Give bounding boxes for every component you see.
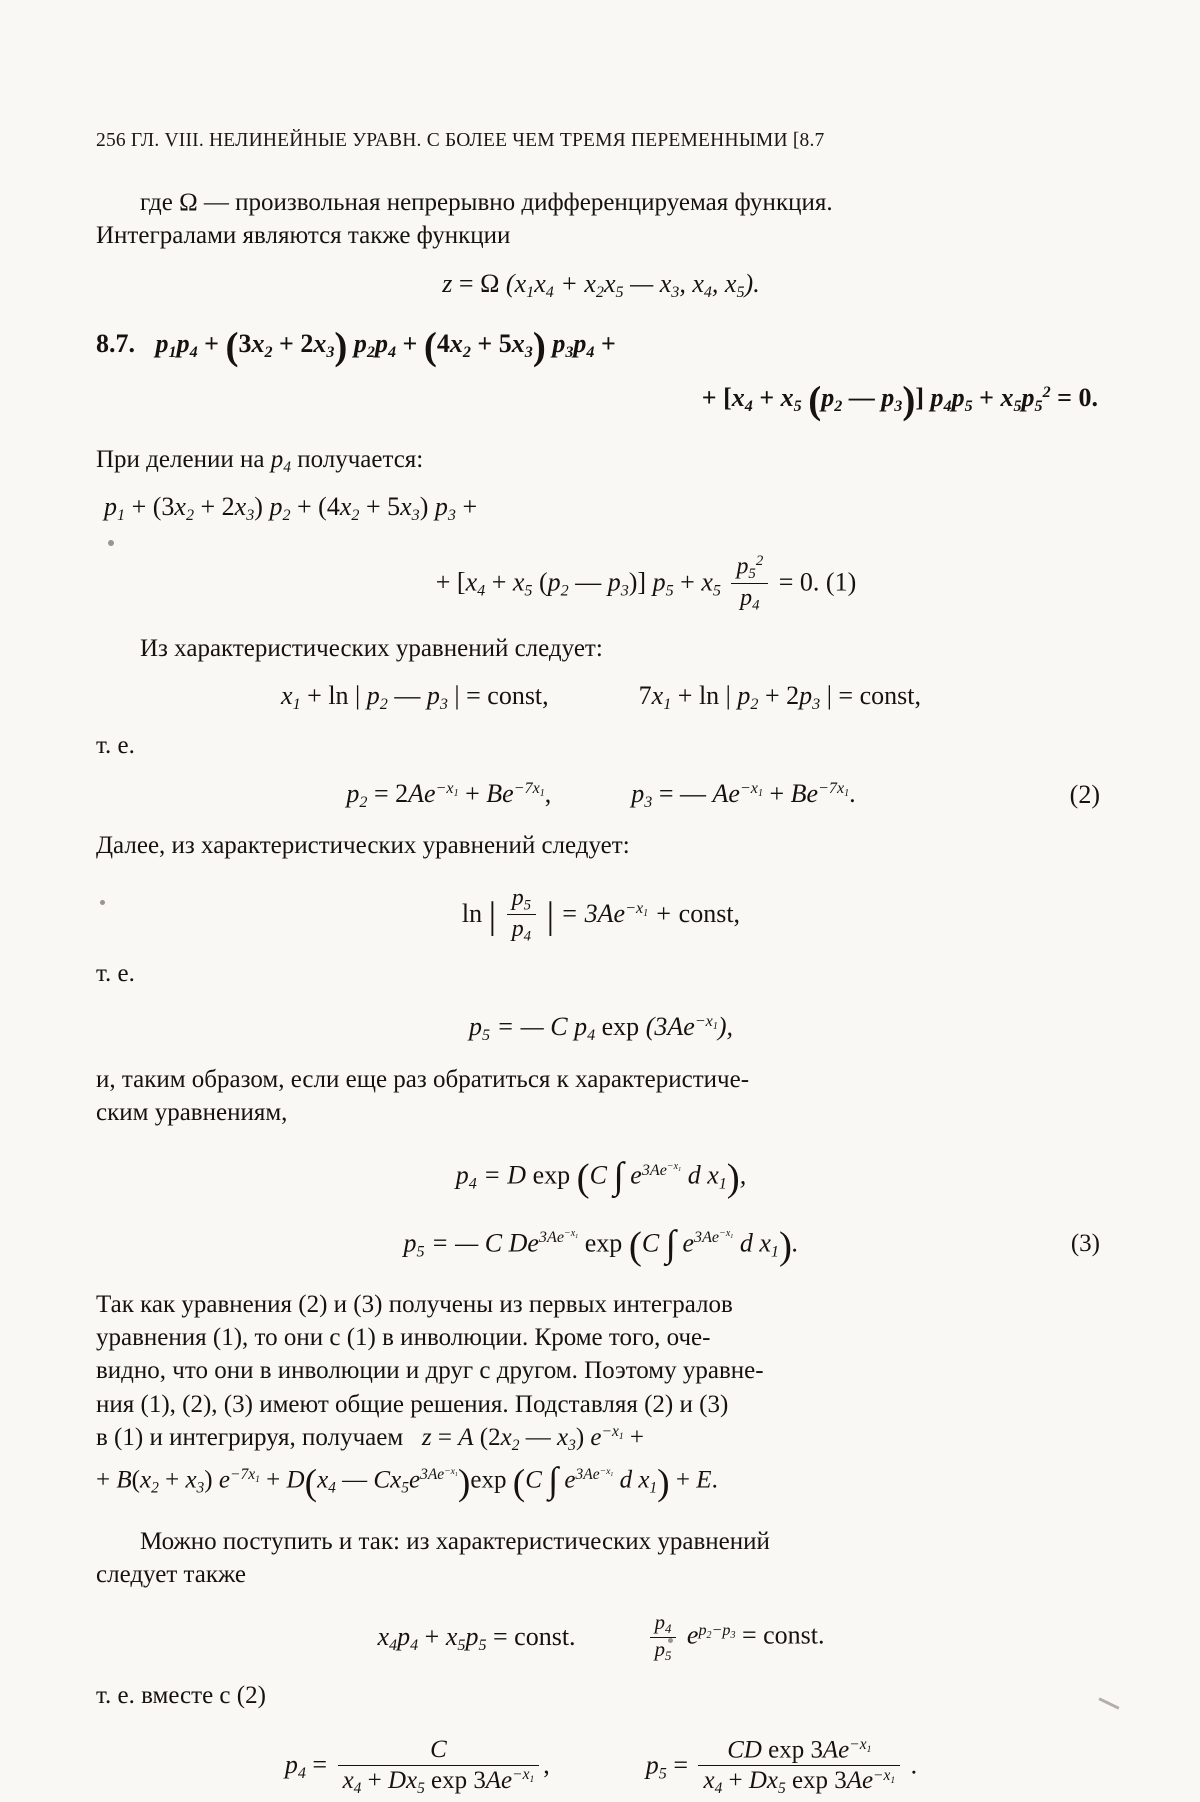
paragraph-line: в (1) и интегрируя, получаем z = A ($2x_2$ — $x_3$) $e^{-x_1}$ +	[96, 1423, 645, 1454]
paragraph-line: Далее, из характеристических уравнений следует:	[96, 832, 630, 860]
page-content	[96, 130, 1106, 1802]
equation-char-left: $x_1 + \ln$ | $p_2$ — $p_3$ | = const,	[281, 680, 549, 713]
paragraph-line: уравнения (1), то они с (1) в инволюции. Кроме того, оче-	[96, 1324, 711, 1352]
equation-p3: $p_3$ = — $Ae^{-x_1} + Be^{-7x_1}$.	[631, 778, 856, 811]
equation-2	[96, 777, 1106, 814]
body-text	[96, 186, 1106, 1799]
paragraph-line: следует также	[96, 1560, 247, 1588]
problem-equation-main-cont: + [$x_4 + x_5$ ($p_2$ — $p_3$)] $p_4p_5 + x_5p_5^2 = 0$.	[701, 378, 1098, 422]
paragraph-line: Из характеристических уравнений следует:	[140, 634, 603, 662]
paragraph-line: т. е.	[96, 732, 135, 760]
paragraph-line: видно, что они в инволюции и друг с другом. Поэтому уравне-	[96, 1357, 764, 1385]
equation-final	[96, 1736, 1106, 1799]
equation-z: z = Ω ($x_1x_4 + x_2x_5$ — $x_3$, $x_4$, $x_5$).	[442, 268, 760, 301]
running-head: 256 ГЛ. VIII. НЕЛИНЕЙНЫЕ УРАВН. С БОЛЕЕ ЧЕМ ТРЕМЯ ПЕРЕМЕННЫМИ [8.7	[96, 130, 825, 151]
paragraph-line: где Ω — произвольная непрерывно дифференцируемая функция.	[140, 189, 833, 216]
paragraph-line: Интегралами являются также функции	[96, 222, 511, 250]
equation-constants	[96, 1611, 1106, 1665]
equation-characteristics	[96, 679, 1106, 716]
equation-ln-ratio: ln | $\frac{p_5}{p_4}$ | = $3Ae^{-x_1}$ + const,	[461, 884, 741, 946]
equation-tag: (1)	[825, 567, 857, 597]
equation-tag: (2)	[1069, 779, 1100, 809]
paragraph-line: т. е.	[96, 959, 135, 987]
equation-p5-simple: $p_5$ = — C $p_4$ $\exp (3Ae^{-x_1})$,	[469, 1012, 733, 1045]
paragraph-line: ния (1), (2), (3) имеют общие решения. Подставляя (2) и (3)	[96, 1390, 729, 1418]
paragraph-line: Можно поступить и так: из характеристических уравнений	[140, 1527, 770, 1555]
equation-final-p4: $p_4$ = $\frac{C}{x_4 + Dx_5 \exp 3Ae^{-x_1}}$ ,	[284, 1736, 550, 1797]
problem-number: 8.7.	[96, 329, 135, 359]
paragraph-line: и, таким образом, если еще раз обратиться к характеристиче-	[96, 1065, 750, 1093]
equation-const-left: $x_4p_4 + x_5p_5$ = const.	[377, 1621, 576, 1654]
paragraph-line: Так как уравнения (2) и (3) получены из первых интегралов	[96, 1290, 733, 1318]
equation-3-p5: $p_5$ = — C $De^{3Ae^{-x_1}}$ exp (C ∫ $e^{3Ae^{-x_1}}$ d $x_1$). (3)	[403, 1222, 1100, 1267]
equation-tag: (3)	[1070, 1229, 1100, 1257]
equation-char-right: $7x_1 + \ln$ | $p_2 + 2p_3$ | = const,	[638, 680, 921, 713]
equation-const-right: $\frac{p_4}{p_5}$ $e^{p_2-p_3}$ = const.	[646, 1611, 825, 1665]
paragraph-line: + $B(x_2 + x_3) e^{-7x_1} + D(x_4$ — $Cx_5e^{3Ae^{-x_1}})\exp$ (C ∫ $e^{3Ae^{-x_1}}$ d $x_1) + E$.	[96, 1460, 718, 1504]
problem-equation-main: 8.7. $p_1p_4 + (3x_2 + 2x_3) p_2p_4 + (4x_2 + 5x_3) p_3p_4$ +	[96, 325, 616, 369]
equation-final-p5: $p_5$ = $\frac{CD \exp 3Ae^{-x_1}}{x_4 + Dx_5 \exp 3Ae^{-x_1}}$ .	[645, 1735, 918, 1798]
paragraph-line: При делении на $p_4$ получается:	[96, 445, 424, 476]
paragraph-line: т. е. вместе с (2)	[96, 1681, 266, 1709]
paragraph-line: ским уравнениям,	[96, 1098, 288, 1126]
equation-3-p4: $p_4 = D$ exp (C ∫ $e^{3Ae^{-x_1}}$ d $x_1$),	[455, 1155, 747, 1200]
equation-1-line2: + [$x_4 + x_5$ ($p_2$ — $p_3$)] $p_5 + x_5$ $\frac{p_5^2}{p_4}$ = 0. (1)	[435, 552, 857, 614]
equation-1-line1: $p_1 + (3x_2 + 2x_3) p_2 + (4x_2 + 5x_3) p_3$ +	[104, 492, 478, 525]
equation-p2: $p_2 = 2Ae^{-x_1} + Be^{-7x_1}$,	[346, 778, 552, 811]
